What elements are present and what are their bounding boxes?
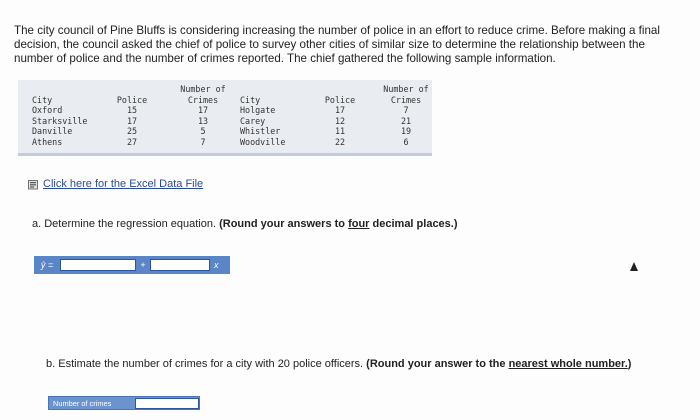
- header-city: City: [240, 94, 261, 105]
- table-row: Danville 25 5: [32, 126, 206, 137]
- header-city: City: [32, 94, 53, 105]
- header-crimes: Crimes: [390, 94, 422, 105]
- number-of-crimes-label: Number of crimes: [53, 398, 112, 408]
- data-table: [18, 80, 432, 156]
- table-row: Woodville 22 6: [240, 136, 409, 147]
- table-underline: [18, 153, 432, 156]
- header-crimes-top: Number of: [383, 84, 429, 94]
- data-table-left: [32, 84, 246, 148]
- table-row: Starksville 17 13: [32, 115, 209, 126]
- table-row: Oxford 15 17: [32, 105, 209, 116]
- problem-statement: The city council of Pine Bluffs is considering increasing the number of police in an effort to reduce crime. Before making a final decision, the council asked the chief of police to survey other cities of similar size to determine the relationship between the number of police and the number of crimes reported. The chief gathered the following sample information.: [14, 24, 660, 65]
- data-table-right: [240, 84, 450, 148]
- table-row: Holgate 17 7: [240, 105, 409, 116]
- excel-data-link-label[interactable]: Click here for the Excel Data File: [43, 178, 204, 190]
- excel-data-link[interactable]: [28, 178, 203, 190]
- header-crimes-top: Number of: [180, 84, 226, 94]
- question-b: b. Estimate the number of crimes for a city with 20 police officers. (Round your answer to the nearest whole number.): [46, 358, 632, 370]
- slope-input[interactable]: [150, 259, 210, 271]
- table-row: Athens 27 7: [32, 136, 206, 147]
- intercept-input[interactable]: [60, 259, 136, 271]
- mouse-pointer-icon: [630, 262, 638, 271]
- header-crimes: Crimes: [187, 94, 219, 105]
- number-of-crimes-answer: [48, 396, 200, 410]
- number-of-crimes-input[interactable]: [135, 398, 199, 409]
- y-hat-label: ŷ =: [40, 260, 54, 270]
- table-row: Whistler 11 19: [240, 126, 412, 137]
- header-police: Police: [116, 94, 148, 105]
- question-a: a. Determine the regression equation. (Round your answers to four decimal places.): [32, 218, 458, 230]
- regression-equation-answer: [34, 256, 230, 274]
- table-row: Carey 12 21: [240, 115, 412, 126]
- header-police: Police: [324, 94, 356, 105]
- excel-file-icon: [28, 179, 39, 190]
- plus-sign: +: [140, 260, 146, 270]
- x-label: x: [214, 260, 219, 270]
